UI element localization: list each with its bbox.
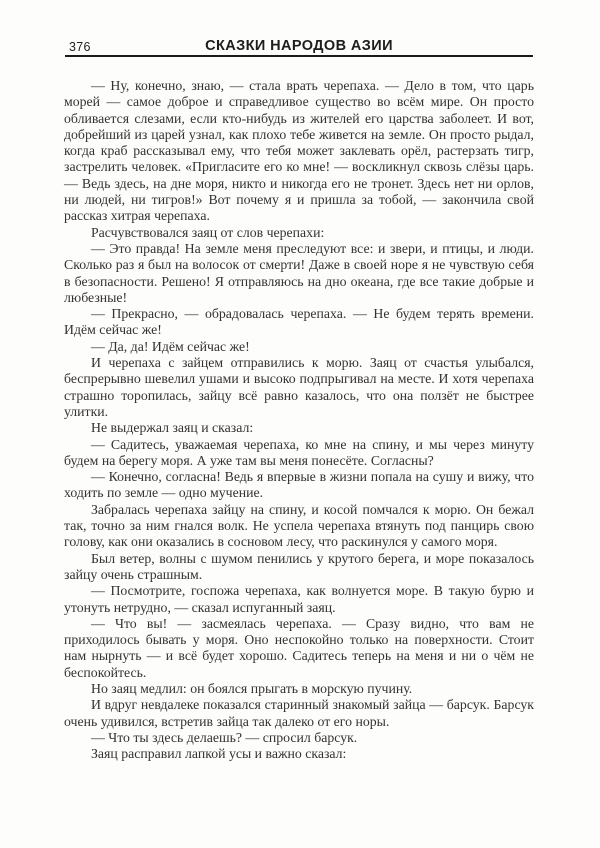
text-paragraph: Заяц расправил лапкой усы и важно сказал:: [91, 746, 347, 762]
page-number: 376: [69, 40, 91, 54]
text-paragraph: — Посмотрите, госпожа черепаха, как волнуется море. В такую бурю и утонуть нетрудно, — сказал испуганный заяц.: [64, 583, 534, 615]
text-paragraph: — Ну, конечно, знаю, — стала врать черепаха. — Дело в том, что царь морей — самое доброе и справедливое существо во всём мире. Он просто обливается слезами, если кто-нибудь из жителей его царства заболеет. И вот, добрейший из царей узнал, как плохо тебе живется на земле. Он просто рыдал, когда краб рассказывал ему, что тебя может заклевать орёл, растерзать тигр, застрелить человек. «Пригласите его ко мне! — воскликнул сквозь слёзы царь. — Ведь здесь, на дне моря, никто и никогда его не тронет. Здесь нет ни орлов, ни людей, ни тигров!» Вот почему я и пришла за тобой, — закончила свой рассказ хитрая черепаха.: [64, 78, 534, 224]
text-paragraph: — Садитесь, уважаемая черепаха, ко мне на спину, и мы через минуту будем на берегу моря. А уже там вы меня понесёте. Согласны?: [64, 436, 534, 468]
text-paragraph: Не выдержал заяц и сказал:: [91, 420, 254, 436]
text-paragraph: — Прекрасно, — обрадовалась черепаха. — Не будем терять времени. Идём сейчас же!: [64, 306, 534, 338]
text-paragraph: И черепаха с зайцем отправились к морю. Заяц от счастья улыбался, беспрерывно шевелил ушами и высоко подпрыгивал на месте. И хотя черепаха страшно торопилась, зайцу всё равно казалось, что она ползёт не быстрее улитки.: [64, 355, 534, 419]
text-block: [64, 78, 534, 762]
text-paragraph: — Да, да! Идём сейчас же!: [91, 338, 250, 354]
text-paragraph: — Что ты здесь делаешь? — спросил барсук.: [91, 729, 358, 745]
text-paragraph: И вдруг невдалеке показался старинный знакомый зайца — барсук. Барсук очень удивился, встретив зайца так далеко от его норы.: [64, 697, 534, 729]
header-rule: [65, 55, 533, 57]
text-paragraph: — Это правда! На земле меня преследуют все: и звери, и птицы, и люди. Сколько раз я был на волосок от смерти! Даже в своей норе я не чувствую себя в безопасности. Решено! Я отправляюсь на дно океана, где все такие добрые и любезные!: [64, 240, 534, 305]
text-paragraph: Был ветер, волны с шумом пенились у крутого берега, и море показалось зайцу очень страшным.: [64, 550, 534, 582]
running-header: [65, 38, 533, 54]
text-paragraph: — Конечно, согласна! Ведь я впервые в жизни попала на сушу и вижу, что ходить по земле — одно мучение.: [64, 469, 534, 501]
running-title: СКАЗКИ НАРОДОВ АЗИИ: [205, 38, 393, 54]
text-paragraph: Забралась черепаха зайцу на спину, и косой помчался к морю. Он бежал так, точно за ним гнался волк. Не успела черепаха втянуть под панцирь свою голову, как они оказались в сосновом лесу, что раскинулся у самого моря.: [64, 501, 534, 550]
text-paragraph: Но заяц медлил: он боялся прыгать в морскую пучину.: [91, 680, 413, 696]
text-paragraph: — Что вы! — засмеялась черепаха. — Сразу видно, что вам не приходилось бывать у моря. Оно неспокойно только на поверхности. Стоит нам нырнуть — и всё будет хорошо. Садитесь теперь на меня и ни о чём не беспокойтесь.: [64, 615, 534, 680]
text-paragraph: Расчувствовался заяц от слов черепахи:: [91, 224, 325, 240]
